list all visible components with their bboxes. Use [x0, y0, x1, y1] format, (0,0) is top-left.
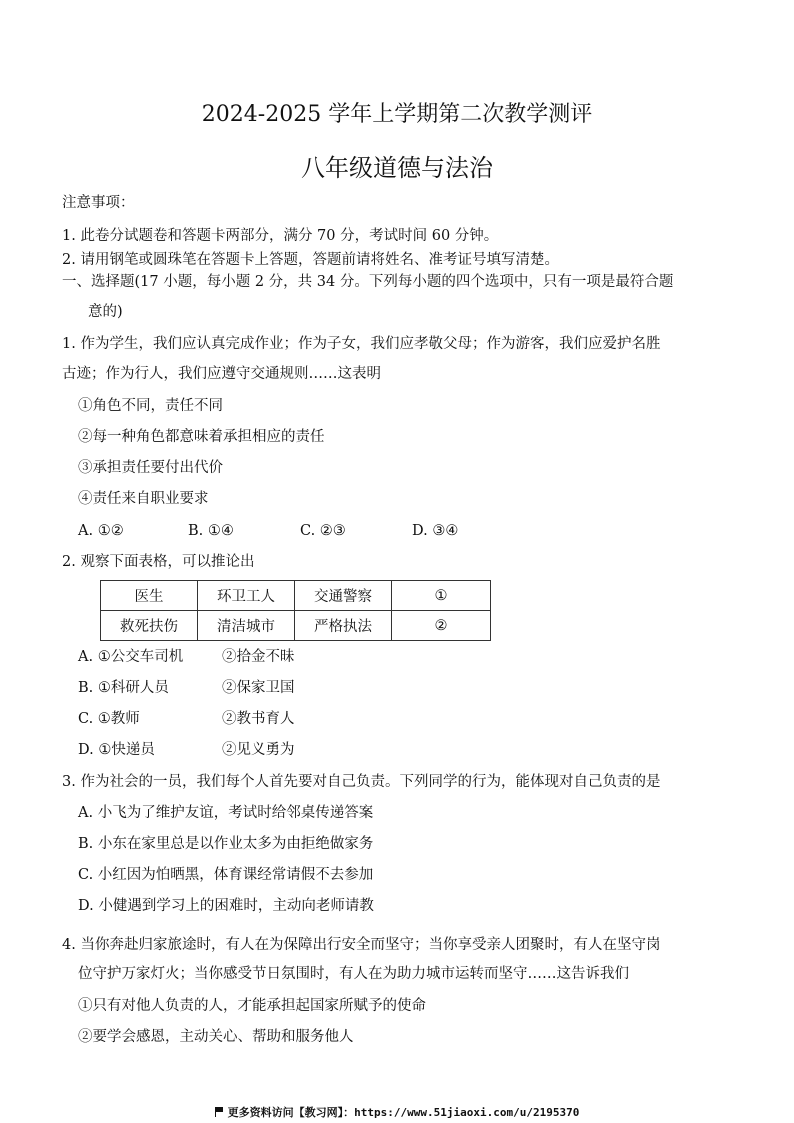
table-cell: 交通警察	[295, 581, 392, 611]
table-cell: ①	[392, 581, 491, 611]
notice-item-2: 2. 请用钢笔或圆珠笔在答题卡上答题，答题前请将姓名、准考证号填写清楚。	[62, 252, 559, 268]
section-heading-line1: 一、选择题(17 小题，每小题 2 分，共 34 分。下列每小题的四个选项中，只有一项是最符合题	[62, 274, 674, 290]
section-heading-line2: 意的)	[88, 304, 123, 320]
q2-option-c-part1: C. ①教师	[78, 711, 140, 727]
exam-title: 2024-2025 学年上学期第二次教学测评	[201, 102, 593, 127]
table-cell: ②	[392, 611, 491, 641]
q1-option-a: A. ①②	[78, 523, 124, 539]
q4-statement-1: ①只有对他人负责的人，才能承担起国家所赋予的使命	[78, 998, 426, 1014]
flag-icon	[215, 1107, 224, 1117]
q2-stem: 2. 观察下面表格，可以推论出	[62, 554, 255, 570]
q3-option-d: D. 小健遇到学习上的困难时，主动向老师请教	[78, 898, 374, 914]
q2-option-b-part2: ②保家卫国	[222, 680, 295, 696]
table-cell: 环卫工人	[198, 581, 295, 611]
table-cell: 清洁城市	[198, 611, 295, 641]
q2-option-b-part1: B. ①科研人员	[78, 680, 169, 696]
footer-link[interactable]	[0, 1104, 794, 1120]
q1-statement-1: ①角色不同，责任不同	[78, 398, 223, 414]
q1-stem-line1: 1. 作为学生，我们应认真完成作业；作为子女，我们应孝敬父母；作为游客，我们应爱护名胜	[62, 336, 661, 352]
footer-text: 更多资料访问【教习网】：https://www.51jiaoxi.com/u/2195370	[227, 1106, 580, 1119]
table-cell: 严格执法	[295, 611, 392, 641]
q1-option-c: C. ②③	[300, 523, 346, 539]
q2-option-a-part2: ②拾金不昧	[222, 649, 295, 665]
q1-statement-2: ②每一种角色都意味着承担相应的责任	[78, 429, 325, 445]
q3-stem: 3. 作为社会的一员，我们每个人首先要对自己负责。下列同学的行为，能体现对自己负责的是	[62, 774, 661, 790]
notice-heading: 注意事项：	[62, 195, 135, 211]
q3-option-a: A. 小飞为了维护友谊，考试时给邻桌传递答案	[78, 805, 374, 821]
q1-option-b: B. ①④	[188, 523, 234, 539]
table-cell: 医生	[101, 581, 198, 611]
notice-item-1: 1. 此卷分试题卷和答题卡两部分，满分 70 分，考试时间 60 分钟。	[62, 228, 499, 244]
q2-option-c-part2: ②教书育人	[222, 711, 295, 727]
q1-statement-3: ③承担责任要付出代价	[78, 460, 223, 476]
q1-statement-4: ④责任来自职业要求	[78, 491, 209, 507]
q1-stem-line2: 古迹；作为行人，我们应遵守交通规则……这表明	[62, 366, 381, 382]
q1-option-d: D. ③④	[412, 523, 459, 539]
q4-stem-line2: 位守护万家灯火；当你感受节日氛围时，有人在为助力城市运转而坚守……这告诉我们	[78, 966, 629, 982]
q4-stem-line1: 4. 当你奔赴归家旅途时，有人在为保障出行安全而坚守；当你享受亲人团聚时，有人在坚守岗	[62, 937, 661, 953]
table-row	[101, 581, 491, 611]
exam-subtitle: 八年级道德与法治	[301, 154, 493, 182]
table-cell: 救死扶伤	[101, 611, 198, 641]
q3-option-c: C. 小红因为怕晒黑，体育课经常请假不去参加	[78, 867, 374, 883]
q2-table	[100, 580, 491, 641]
q4-statement-2: ②要学会感恩，主动关心、帮助和服务他人	[78, 1029, 354, 1045]
table-row	[101, 611, 491, 641]
q3-option-b: B. 小东在家里总是以作业太多为由拒绝做家务	[78, 836, 374, 852]
q2-option-d-part2: ②见义勇为	[222, 742, 295, 758]
q2-option-d-part1: D. ①快递员	[78, 742, 155, 758]
q2-option-a-part1: A. ①公交车司机	[78, 649, 184, 665]
